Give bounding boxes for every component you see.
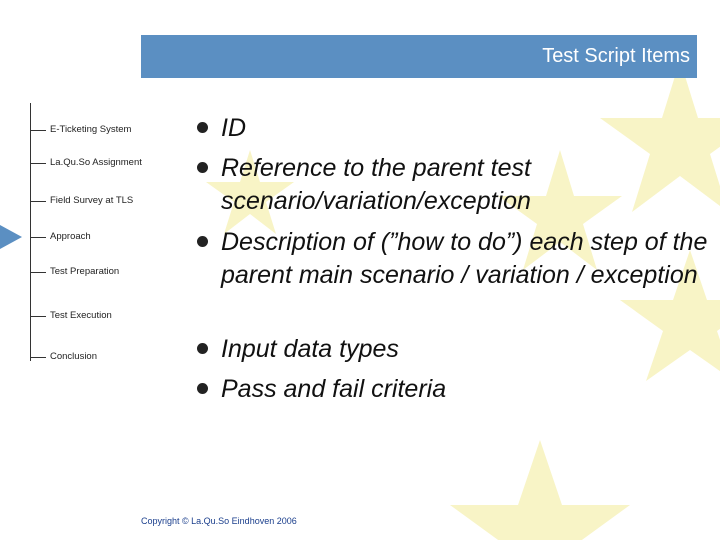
copyright-footer: Copyright © La.Qu.So Eindhoven 2006 — [141, 516, 297, 526]
bullet-item — [197, 373, 717, 406]
nav-tick — [30, 357, 46, 358]
nav-tick — [30, 237, 46, 238]
bullet-dot-icon — [197, 236, 208, 247]
nav-item-label: Test Execution — [50, 310, 112, 321]
nav-item-label: Test Preparation — [50, 266, 120, 277]
bullet-item — [197, 152, 717, 218]
bullet-text: Input data types — [221, 335, 399, 363]
title-bar — [141, 35, 697, 78]
bullet-text: Pass and fail criteria — [221, 375, 447, 403]
nav-tick — [30, 130, 46, 131]
nav-tick — [30, 316, 46, 317]
nav-tick — [30, 201, 46, 202]
nav-item-label: Conclusion — [50, 351, 97, 362]
nav-tick — [30, 163, 46, 164]
bullet-item — [197, 112, 717, 145]
slide-title: Test Script Items — [542, 45, 690, 67]
bullet-dot-icon — [197, 343, 208, 354]
nav-item-label: La.Qu.So Assignment — [50, 157, 142, 168]
nav-tick — [30, 272, 46, 273]
bullet-text: Reference to the parent test scenario/variation/exception — [221, 154, 531, 215]
nav-item-label: Field Survey at TLS — [50, 195, 134, 206]
bullet-text: ID — [221, 114, 246, 142]
bullet-text: Description of (”how to do”) each step of the parent main scenario / variation / exception — [221, 228, 708, 289]
current-section-arrow-icon — [0, 225, 22, 249]
nav-line — [30, 103, 31, 361]
bullet-dot-icon — [197, 383, 208, 394]
bullet-item — [197, 226, 717, 292]
bullet-item — [197, 333, 717, 366]
bullet-dot-icon — [197, 122, 208, 133]
bullet-dot-icon — [197, 162, 208, 173]
nav-item-label: E-Ticketing System — [50, 124, 132, 135]
star-shape — [450, 440, 630, 540]
nav-item-label: Approach — [50, 231, 91, 242]
